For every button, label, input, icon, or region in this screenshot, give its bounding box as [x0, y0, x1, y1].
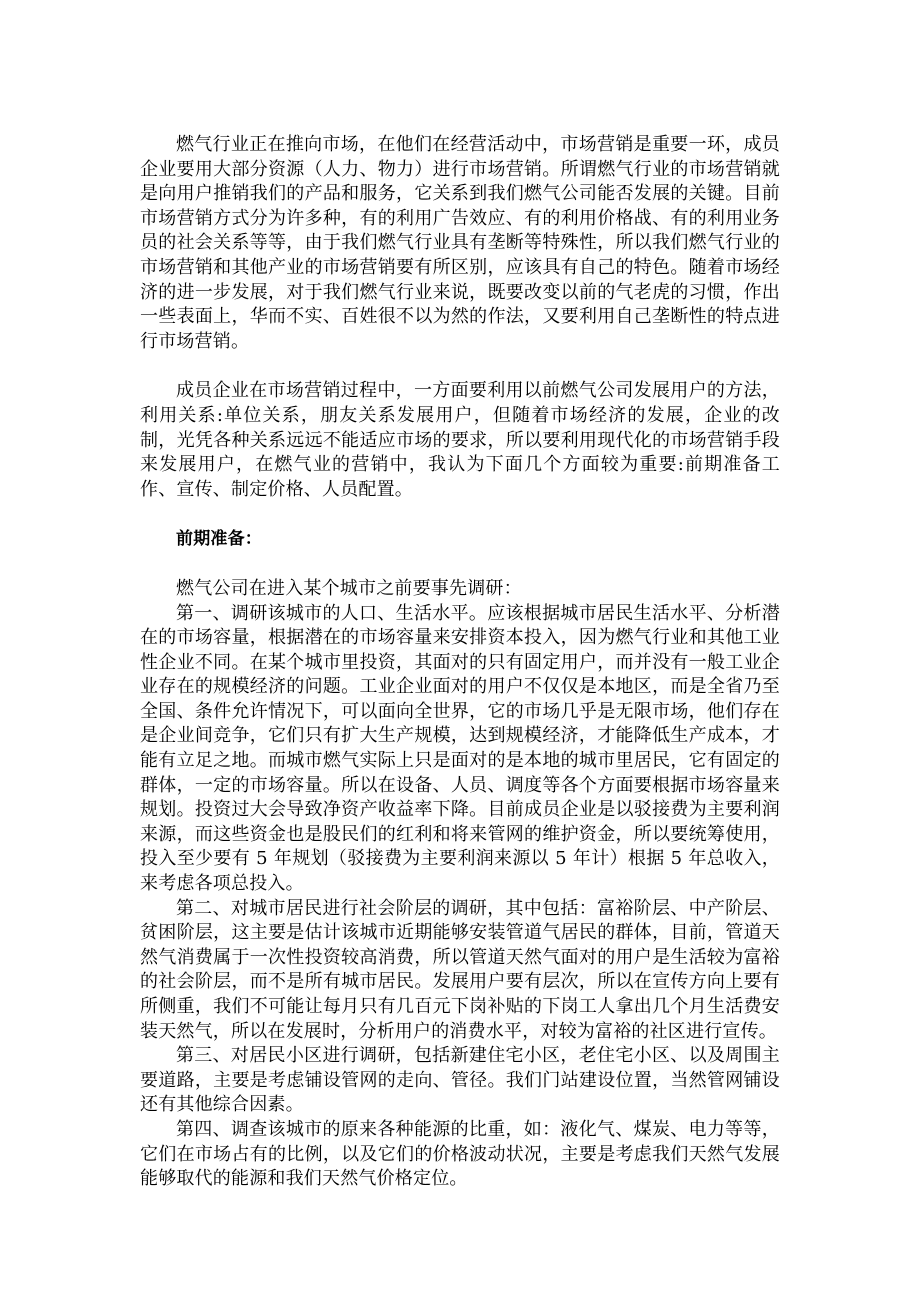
intro-paragraph: 成员企业在市场营销过程中，一方面要利用以前燃气公司发展用户的方法，利用关系:单位关系，朋友关系发展用户，但随着市场经济的发展，企业的改制，光凭各种关系远远不能适应市场的要求，所以要利用现代化的市场营销手段来发展用户，在燃气业的营销中，我认为下面几个方面较为重要:前期准备工作、宣传、制定价格、人员配置。: [140, 380, 780, 500]
document-body: [140, 133, 780, 1192]
paragraph-spacer: [140, 552, 780, 577]
paragraph-spacer: [140, 502, 780, 527]
section-paragraph: 第一、调研该城市的人口、生活水平。应该根据城市居民生活水平、分析潜在的市场容量，根据潜在的市场容量来安排资本投入，因为燃气行业和其他工业性企业不同。在某个城市里投资，其面对的只有固定用户，而并没有一般工业企业存在的规模经济的问题。工业企业面对的用户不仅仅是本地区，而是全省乃至全国、条件允许情况下，可以面向全世界，它的市场几乎是无限市场，他们存在是企业间竞争，它们只有扩大生产规模，达到规模经济，才能降低生产成本，才能有立足之地。而城市燃气实际上只是面对的是本地的城市里居民，它有固定的群体，一定的市场容量。所以在设备、人员、调度等各个方面要根据市场容量来规划。投资过大会导致净资产收益率下降。目前成员企业是以驳接费为主要利润来源，而这些资金也是股民们的红利和将来管网的维护资金，所以要统筹使用，投入至少要有 5 年规划（驳接费为主要利润来源以 5 年计）根据 5 年总收入，来考虑各项总投入。: [140, 602, 780, 895]
section-paragraph: 第二、对城市居民进行社会阶层的调研，其中包括：富裕阶层、中产阶层、贫困阶层，这主要是估计该城市近期能够安装管道气居民的群体，目前，管道天然气消费属于一次性投资较高消费，所以管道天然气面对的用户是生活较为富裕的社会阶层，而不是所有城市居民。发展用户要有层次，所以在宣传方向上要有所侧重，我们不可能让每月只有几百元下岗补贴的下岗工人拿出几个月生活费安装天然气，所以在发展时，分析用户的消费水平，对较为富裕的社区进行宣传。: [140, 897, 780, 1042]
section-heading: 前期准备：: [176, 529, 262, 550]
section-paragraph: 第三、对居民小区进行调研，包括新建住宅小区，老住宅小区、以及周围主要道路，主要是考虑铺设管网的走向、管径。我们门站建设位置，当然管网铺设还有其他综合因素。: [140, 1045, 780, 1116]
intro-paragraph: 燃气行业正在推向市场，在他们在经营活动中，市场营销是重要一环，成员企业要用大部分资源（人力、物力）进行市场营销。所谓燃气行业的市场营销就是向用户推销我们的产品和服务，它关系到我们燃气公司能否发展的关键。目前市场营销方式分为许多种，有的利用广告效应、有的利用价格战、有的利用业务员的社会关系等等，由于我们燃气行业具有垄断等特殊性，所以我们燃气行业的市场营销和其他产业的市场营销要有所区别，应该具有自己的特色。随着市场经济的进一步发展，对于我们燃气行业来说，既要改变以前的气老虎的习惯，作出一些表面上，华而不实、百姓很不以为然的作法，又要利用自己垄断性的特点进行市场营销。: [140, 134, 780, 352]
section-paragraph: 第四、调查该城市的原来各种能源的比重，如：液化气、煤炭、电力等等，它们在市场占有的比例，以及它们的价格波动状况，主要是考虑我们天然气发展能够取代的能源和我们天然气价格定位。: [140, 1118, 780, 1190]
section-paragraph: 燃气公司在进入某个城市之前要事先调研：: [176, 577, 522, 599]
paragraph-spacer: [140, 354, 780, 379]
